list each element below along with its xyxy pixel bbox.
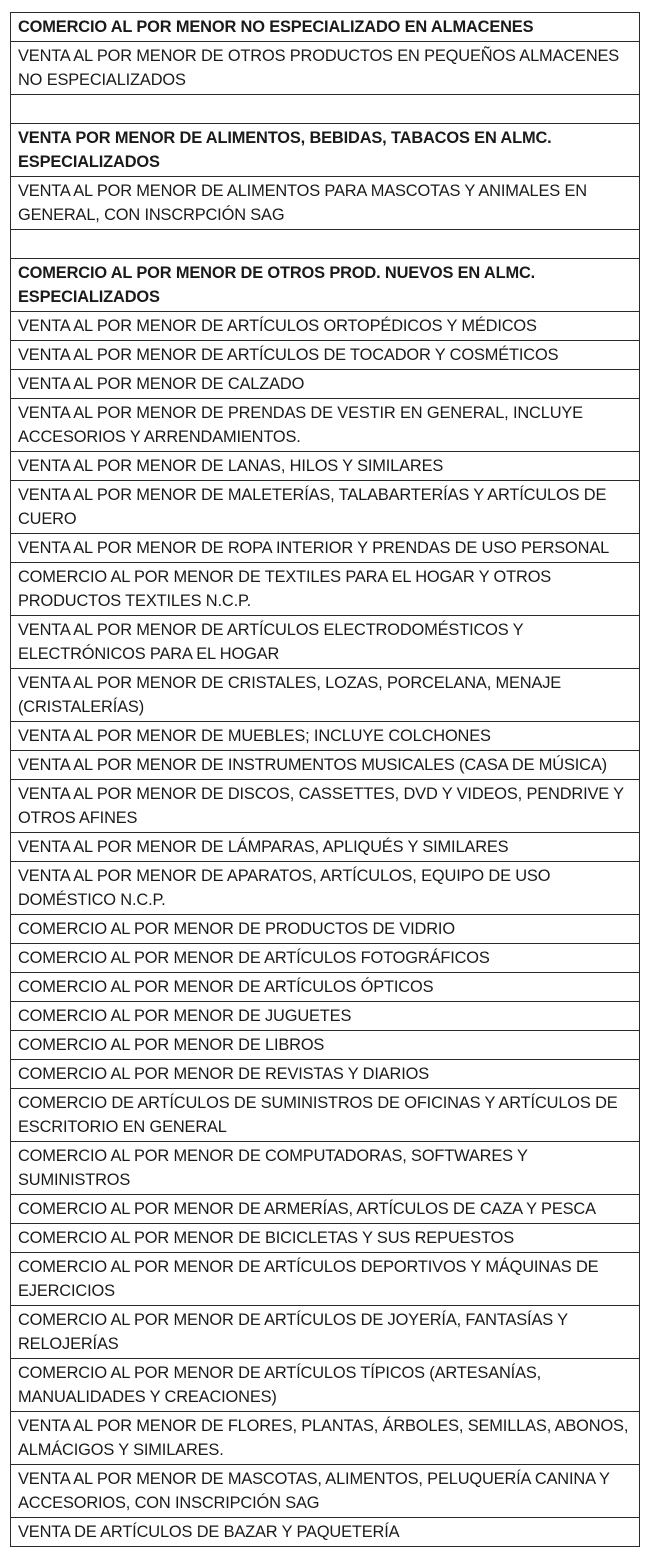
activity-cell: COMERCIO AL POR MENOR DE ARTÍCULOS FOTOGRÁFICOS xyxy=(11,944,640,973)
activity-cell: COMERCIO DE ARTÍCULOS DE SUMINISTROS DE OFICINAS Y ARTÍCULOS DE ESCRITORIO EN GENERAL xyxy=(11,1089,640,1142)
activity-row xyxy=(11,944,640,973)
activity-row xyxy=(11,780,640,833)
activity-row xyxy=(11,1412,640,1465)
activity-cell: VENTA AL POR MENOR DE LÁMPARAS, APLIQUÉS Y SIMILARES xyxy=(11,833,640,862)
activity-row xyxy=(11,833,640,862)
section-header-cell: COMERCIO AL POR MENOR NO ESPECIALIZADO EN ALMACENES xyxy=(11,13,640,42)
activity-cell: COMERCIO AL POR MENOR DE LIBROS xyxy=(11,1031,640,1060)
activity-row xyxy=(11,370,640,399)
activity-row xyxy=(11,1089,640,1142)
activity-cell: COMERCIO AL POR MENOR DE COMPUTADORAS, SOFTWARES Y SUMINISTROS xyxy=(11,1142,640,1195)
activity-cell: VENTA DE ARTÍCULOS DE BAZAR Y PAQUETERÍA xyxy=(11,1518,640,1547)
activity-row xyxy=(11,722,640,751)
activity-row xyxy=(11,312,640,341)
activity-cell: VENTA AL POR MENOR DE ARTÍCULOS ORTOPÉDICOS Y MÉDICOS xyxy=(11,312,640,341)
section-header-row xyxy=(11,124,640,177)
activity-cell: COMERCIO AL POR MENOR DE ARMERÍAS, ARTÍCULOS DE CAZA Y PESCA xyxy=(11,1195,640,1224)
activity-row xyxy=(11,1465,640,1518)
activity-row xyxy=(11,915,640,944)
section-header-cell: VENTA POR MENOR DE ALIMENTOS, BEBIDAS, TABACOS EN ALMC. ESPECIALIZADOS xyxy=(11,124,640,177)
activity-cell: COMERCIO AL POR MENOR DE BICICLETAS Y SUS REPUESTOS xyxy=(11,1224,640,1253)
activity-cell: VENTA AL POR MENOR DE MUEBLES; INCLUYE COLCHONES xyxy=(11,722,640,751)
activity-cell: VENTA AL POR MENOR DE LANAS, HILOS Y SIMILARES xyxy=(11,452,640,481)
activities-table xyxy=(10,12,640,1547)
activity-cell: VENTA AL POR MENOR DE CRISTALES, LOZAS, PORCELANA, MENAJE (CRISTALERÍAS) xyxy=(11,669,640,722)
activity-cell: VENTA AL POR MENOR DE APARATOS, ARTÍCULOS, EQUIPO DE USO DOMÉSTICO N.C.P. xyxy=(11,862,640,915)
activity-cell: VENTA AL POR MENOR DE ARTÍCULOS ELECTRODOMÉSTICOS Y ELECTRÓNICOS PARA EL HOGAR xyxy=(11,616,640,669)
table-continuation-edge xyxy=(10,1523,640,1529)
blank-row xyxy=(11,230,640,259)
activity-row xyxy=(11,42,640,95)
activity-row xyxy=(11,399,640,452)
activity-cell: COMERCIO AL POR MENOR DE ARTÍCULOS TÍPICOS (ARTESANÍAS, MANUALIDADES Y CREACIONES) xyxy=(11,1359,640,1412)
blank-cell xyxy=(11,230,640,259)
activity-cell: COMERCIO AL POR MENOR DE ARTÍCULOS DEPORTIVOS Y MÁQUINAS DE EJERCICIOS xyxy=(11,1253,640,1306)
activity-row xyxy=(11,669,640,722)
section-header-cell: COMERCIO AL POR MENOR DE OTROS PROD. NUEVOS EN ALMC. ESPECIALIZADOS xyxy=(11,259,640,312)
activities-table-body xyxy=(11,13,640,1547)
activity-cell: VENTA AL POR MENOR DE MALETERÍAS, TALABARTERÍAS Y ARTÍCULOS DE CUERO xyxy=(11,481,640,534)
activity-row xyxy=(11,751,640,780)
activity-row xyxy=(11,862,640,915)
blank-cell xyxy=(11,95,640,124)
activity-cell: COMERCIO AL POR MENOR DE TEXTILES PARA EL HOGAR Y OTROS PRODUCTOS TEXTILES N.C.P. xyxy=(11,563,640,616)
activity-row xyxy=(11,1142,640,1195)
activity-row xyxy=(11,177,640,230)
activity-cell: VENTA AL POR MENOR DE DISCOS, CASSETTES, DVD Y VIDEOS, PENDRIVE Y OTROS AFINES xyxy=(11,780,640,833)
activity-cell: VENTA AL POR MENOR DE OTROS PRODUCTOS EN PEQUEÑOS ALMACENES NO ESPECIALIZADOS xyxy=(11,42,640,95)
activity-cell: VENTA AL POR MENOR DE CALZADO xyxy=(11,370,640,399)
activity-cell: VENTA AL POR MENOR DE ARTÍCULOS DE TOCADOR Y COSMÉTICOS xyxy=(11,341,640,370)
activity-row xyxy=(11,534,640,563)
activity-cell: COMERCIO AL POR MENOR DE ARTÍCULOS DE JOYERÍA, FANTASÍAS Y RELOJERÍAS xyxy=(11,1306,640,1359)
activity-cell: COMERCIO AL POR MENOR DE JUGUETES xyxy=(11,1002,640,1031)
activity-row xyxy=(11,616,640,669)
blank-row xyxy=(11,95,640,124)
activity-row xyxy=(11,481,640,534)
activity-cell: VENTA AL POR MENOR DE FLORES, PLANTAS, ÁRBOLES, SEMILLAS, ABONOS, ALMÁCIGOS Y SIMILARES. xyxy=(11,1412,640,1465)
activity-cell: COMERCIO AL POR MENOR DE ARTÍCULOS ÓPTICOS xyxy=(11,973,640,1002)
activity-cell: COMERCIO AL POR MENOR DE PRODUCTOS DE VIDRIO xyxy=(11,915,640,944)
activity-row xyxy=(11,1002,640,1031)
section-header-row xyxy=(11,13,640,42)
activity-row xyxy=(11,1060,640,1089)
activity-cell: VENTA AL POR MENOR DE PRENDAS DE VESTIR EN GENERAL, INCLUYE ACCESORIOS Y ARRENDAMIENTOS. xyxy=(11,399,640,452)
activity-cell: COMERCIO AL POR MENOR DE REVISTAS Y DIARIOS xyxy=(11,1060,640,1089)
activity-row xyxy=(11,1359,640,1412)
activity-row xyxy=(11,1306,640,1359)
activity-row xyxy=(11,1253,640,1306)
activity-row xyxy=(11,973,640,1002)
activity-row xyxy=(11,1031,640,1060)
activity-row xyxy=(11,341,640,370)
activity-cell: VENTA AL POR MENOR DE ROPA INTERIOR Y PRENDAS DE USO PERSONAL xyxy=(11,534,640,563)
activity-row xyxy=(11,1518,640,1547)
activity-cell: VENTA AL POR MENOR DE INSTRUMENTOS MUSICALES (CASA DE MÚSICA) xyxy=(11,751,640,780)
activity-row xyxy=(11,452,640,481)
activity-row xyxy=(11,563,640,616)
activity-row xyxy=(11,1195,640,1224)
activity-cell: VENTA AL POR MENOR DE MASCOTAS, ALIMENTOS, PELUQUERÍA CANINA Y ACCESORIOS, CON INSCRIPCIÓN SAG xyxy=(11,1465,640,1518)
activity-row xyxy=(11,1224,640,1253)
activity-cell: VENTA AL POR MENOR DE ALIMENTOS PARA MASCOTAS Y ANIMALES EN GENERAL, CON INSCRPCIÓN SAG xyxy=(11,177,640,230)
section-header-row xyxy=(11,259,640,312)
